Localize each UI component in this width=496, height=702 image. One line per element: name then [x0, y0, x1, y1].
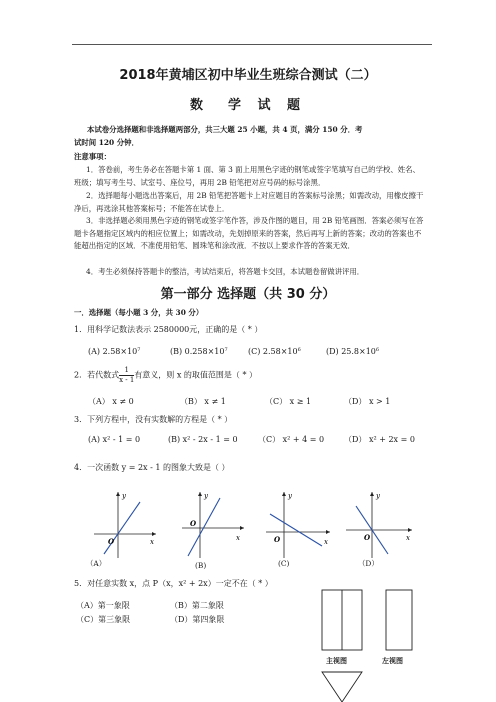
question-3-stem: 3．下列方程中，没有实数解的方程是（ * ）: [74, 415, 233, 424]
x-label: x: [150, 538, 154, 546]
header-rule: [72, 44, 432, 45]
graph-b: [178, 488, 248, 560]
graph-a-label: （A）: [86, 559, 107, 568]
three-view-figure: [320, 588, 430, 702]
question-2-option-a: （A） x ≠ 0: [88, 397, 134, 406]
y-axis-arrow-icon: [282, 492, 286, 496]
question-3-option-d: （D） x² + 2x = 0: [344, 435, 415, 444]
x-axis-arrow-icon: [152, 532, 156, 536]
question-5-option-b: （B）第二象限: [170, 601, 224, 610]
question-5-stem: 5．对任意实数 x，点 P（x，x² + 2x）一定不在（ * ）: [74, 579, 273, 588]
question-3-option-b: (B) x² - 2x - 1 = 0: [168, 435, 238, 444]
x-axis-arrow-icon: [240, 526, 244, 530]
origin-label: O: [190, 519, 197, 528]
function-line: [104, 502, 140, 554]
y-axis-arrow-icon: [370, 492, 374, 496]
note-1: 1．答卷前，考生务必在答题卡第 1 面、第 3 面上用黑色字迹的钢笔或签字笔填写自己的学校、姓名、班级；填写考生号、试室号、座位号，再用 2B 铅笔把对应号码的标号涂黑．: [74, 165, 420, 187]
y-axis-arrow-icon: [116, 492, 120, 496]
origin-label: O: [108, 537, 115, 546]
exam-subtitle: 数 学 试 题: [189, 98, 307, 113]
question-2-option-c: （C） x ≥ 1: [265, 397, 312, 406]
question-3-option-a: (A) x² - 1 = 0: [88, 435, 141, 444]
y-label: y: [204, 492, 208, 500]
x-label: x: [406, 534, 410, 542]
side-view-rect: [386, 590, 412, 650]
note-4: 4．考生必须保持答题卡的整洁，考试结束后，将答题卡交回，本试题卷留做讲评用．: [86, 267, 365, 276]
x-label: x: [236, 534, 240, 542]
question-4-stem: 4．一次函数 y = 2x - 1 的图象大致是（ ）: [74, 463, 230, 472]
x-axis-arrow-icon: [408, 528, 412, 532]
y-label: y: [122, 492, 126, 500]
question-3-option-c: （C） x² + 4 = 0: [258, 435, 325, 444]
origin-label: O: [274, 535, 281, 544]
question-5-option-d: （D）第四象限: [170, 615, 225, 624]
section-heading: 一．选择题（每小题 3 分，共 30 分）: [74, 308, 204, 317]
left-view-label: 左视图: [382, 657, 403, 665]
notice-heading: 注意事项：: [74, 152, 111, 161]
x-label: x: [324, 538, 328, 546]
question-1-stem: 1．用科学记数法表示 2580000元，正确的是（ * ）: [74, 325, 263, 334]
graph-b-label: (B): [195, 561, 207, 570]
graph-c: [262, 488, 334, 560]
intro-summary-cont: 试时间 120 分钟．: [74, 138, 139, 147]
graph-a: [90, 488, 160, 560]
part-one-title: 第一部分 选择题（共 30 分）: [160, 287, 336, 302]
fraction: $\frac{1}{x - 1}$: [119, 366, 135, 384]
question-5-option-c: （C）第三象限: [76, 615, 131, 624]
front-view-label: 主视图: [326, 657, 347, 665]
question-2-stem: 2．若代数式 $\frac{1}{x - 1}$ 有意义，则 x 的取值范围是（ * ）: [74, 366, 257, 384]
exam-title: 2018年黄埔区初中毕业生班综合测试（二）: [119, 68, 377, 83]
question-5-option-a: （A）第一象限: [76, 601, 130, 610]
question-1-option-a: (A) $2.58\times 10^7$: [88, 347, 141, 356]
y-label: y: [376, 492, 380, 500]
graph-d-label: （D）: [358, 559, 379, 568]
y-axis-arrow-icon: [198, 492, 202, 496]
question-2-option-b: （B） x ≠ 1: [180, 397, 226, 406]
question-2-option-d: （D） x > 1: [344, 397, 391, 406]
top-view-triangle: [322, 672, 362, 702]
origin-label: O: [364, 533, 371, 542]
question-1-option-c: (C) $2.58\times 10^6$: [248, 347, 301, 356]
graph-c-label: (C): [278, 559, 290, 568]
note-2: 2．选择题每小题选出答案后，用 2B 铅笔把答题卡上对应题目的答案标号涂黑；如需改动，用橡皮擦干净后，再选涂其他答案标号；不能答在试卷上．: [74, 191, 424, 213]
y-label: y: [288, 492, 292, 500]
graph-d: [342, 488, 416, 560]
note-3: 3．非选择题必须用黑色字迹的钢笔或签字笔作答，涉及作图的题目，用 2B 铅笔画图．答案必须写在答题卡各题指定区域内的相应位置上；如需改动，先划掉原来的答案，然后再写上新的答案；改动的答案也不能超出指定的区域．不准使用铅笔、圆珠笔和涂改液．不按以上要求作答的答案无效．: [74, 216, 424, 251]
x-axis-arrow-icon: [326, 530, 330, 534]
question-1-option-d: (D) $25.8\times 10^6$: [326, 347, 380, 356]
intro-summary: 本试卷分选择题和非选择题两部分，共三大题 25 小题，共 4 页，满分 150 分．考: [87, 125, 363, 134]
question-1-option-b: (B) $0.258\times 10^7$: [170, 347, 228, 356]
